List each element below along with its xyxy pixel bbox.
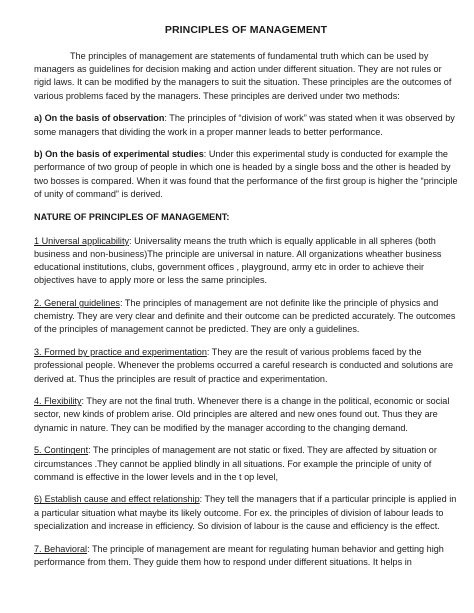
- point-text: : Universality means the truth which is equally applicable in all spheres (both business and non-business)The principle are universal in nature. All organizations wheather business educational institutions, clubs, government offices , playground, army etc in order to achieve their objectives have to apply more or less the same principles.: [34, 235, 442, 286]
- nature-point-1: [34, 235, 458, 288]
- point-label: 5. Contingent: [34, 445, 89, 456]
- point-label: 6) Establish cause and effect relationship: [34, 494, 200, 505]
- point-label: 2. General guidelines: [34, 298, 120, 309]
- nature-point-4: [34, 395, 458, 435]
- point-text: : The principles of management are not definite like the principle of physics and chemistry. They are very clear and definite and their outcome can be predicted accurately. The outcomes of the principles of management cannot be predicted. They are only a guidelines.: [34, 298, 456, 335]
- point-text: : They tell the managers that if a particular principle is applied in a particular situation what maybe its likely outcome. For ex. the principles of division of labour leads to specialization and increase in efficiency. So division of labour is the cause and efficiency is the effect.: [34, 494, 457, 531]
- point-label: 1 Universal applicability: [34, 235, 130, 246]
- method-label: a) On the basis of observation: [34, 113, 165, 124]
- point-label: 7. Behavioral: [34, 543, 88, 554]
- point-text: : They are not the final truth. Whenever there is a change in the political, economic or social sector, new kinds of problem arise. Old principles are altered and new ones found out. Thus they are dynamic in nature. They can be modified by the manager according to the changing demand.: [34, 396, 450, 433]
- point-label: 4. Flexibility: [34, 396, 82, 407]
- method-text: : Under this experimental study is conducted for example the performance of two group of people in which one is headed by a single boss and the other is headed by two bosses is compared. When it was found that the performance of the first group is higher the “principle of unity of command” is derived.: [34, 149, 458, 199]
- method-label: b) On the basis of experimental studies: [34, 149, 204, 160]
- intro-paragraph: The principles of management are statements of fundamental truth which can be used by managers as guidelines for decision making and action under different situation. They are not rules or rigid laws. It can be modified by the managers to suit the situation. These principles are the outcomes of various problems faced by the managers. These principles are derived under two methods:: [34, 51, 452, 101]
- point-text: : They are the result of various problems faced by the professional people. Whenever the problems occurred a careful research is conducted and solutions are derived at. Thus the principles are result of practice and experimentation.: [34, 347, 454, 384]
- nature-point-2: [34, 297, 458, 337]
- method-observation: [34, 112, 458, 138]
- point-label: 3. Formed by practice and experimentation: [34, 347, 207, 358]
- nature-point-3: [34, 346, 458, 386]
- nature-heading: NATURE OF PRINCIPLES OF MANAGEMENT:: [34, 211, 230, 222]
- point-text: : The principles of management are not static or fixed. They are affected by situation or circumstances .They cannot be applied blindly in all situations. For example the principle of unity of command is effective in the lower levels and in the t op level,: [34, 445, 437, 482]
- nature-point-5: [34, 444, 458, 484]
- method-text: : The principles of “division of work” was stated when it was observed by some managers that dividing the work in a proper manner leads to better performance.: [34, 113, 455, 137]
- point-text: : The principle of management are meant for regulating human behavior and getting high performance from them. They guide them how to respond under different situations. It helps in: [34, 543, 444, 567]
- nature-point-7: [34, 543, 458, 569]
- page-title: PRINCIPLES OF MANAGEMENT: [164, 24, 328, 36]
- method-experimental: [34, 148, 458, 201]
- nature-point-6: [34, 493, 458, 533]
